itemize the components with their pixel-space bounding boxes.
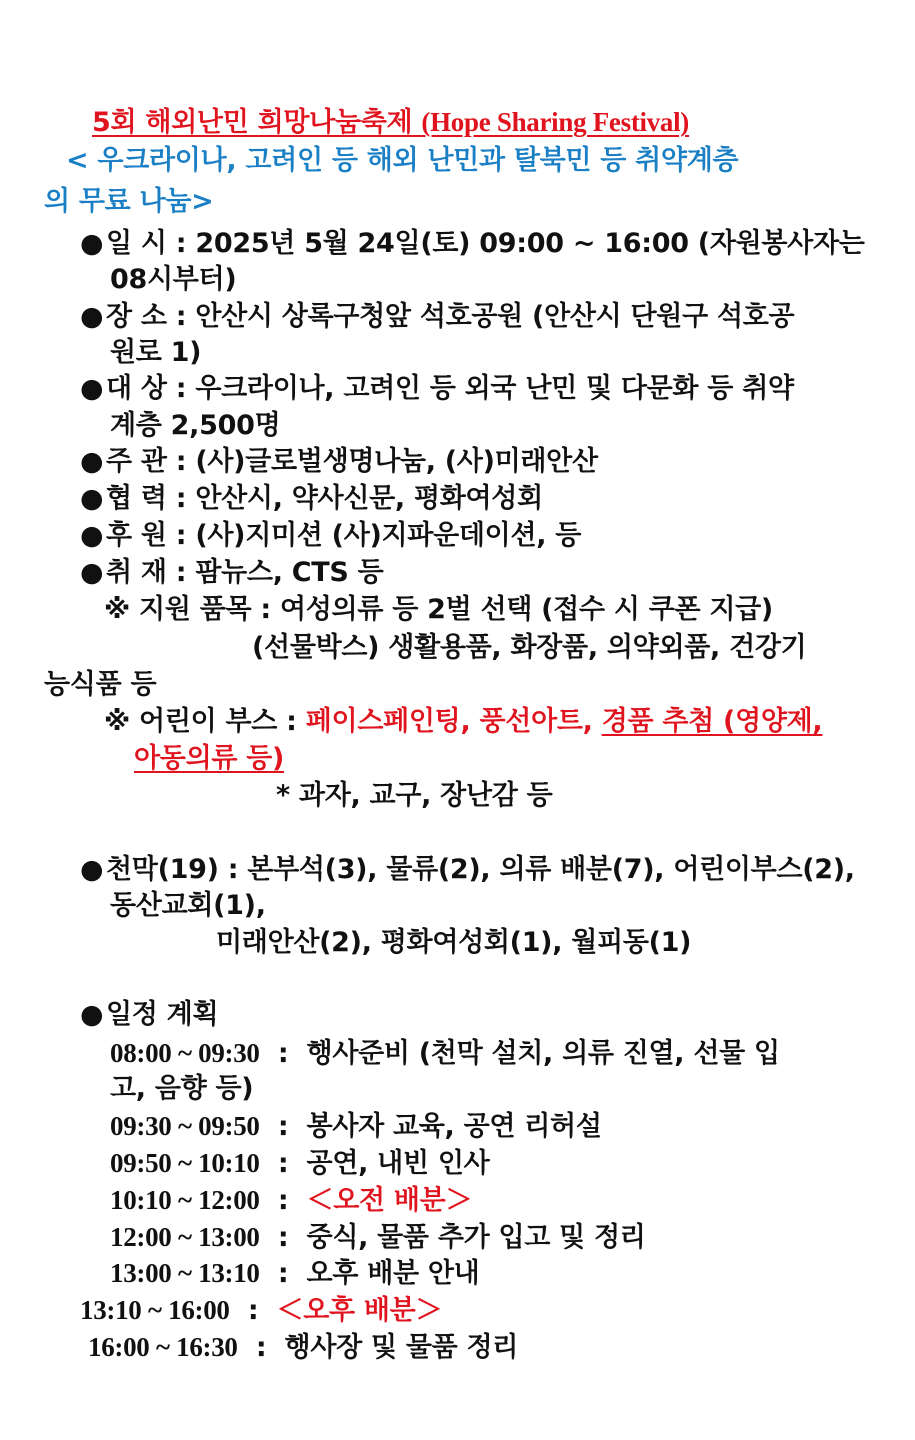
detail-venue-cont: 원로 1) [110, 337, 202, 368]
support-items-line-3: 능식품 등 [44, 669, 157, 700]
schedule-desc: 행사장 및 물품 정리 [284, 1332, 519, 1363]
schedule-row: 10:10 ~ 12:00 : ＜오전 배분＞ [110, 1185, 473, 1216]
schedule-time: 09:50 ~ 10:10 [110, 1148, 260, 1178]
schedule-desc-morning-distribution: ＜오전 배분＞ [306, 1185, 473, 1216]
kids-booth-line-2: 아동의류 등) [134, 743, 285, 774]
schedule-desc: 중식, 물품 추가 입고 및 정리 [306, 1222, 646, 1253]
title-korean: 5회 해외난민 희망나눔축제 [92, 107, 413, 138]
page-title [92, 104, 689, 141]
schedule-heading: ● 일정 계획 [80, 997, 218, 1033]
schedule-row: 09:30 ~ 09:50 : 봉사자 교육, 공연 리허설 [110, 1111, 602, 1142]
schedule-desc: 봉사자 교육, 공연 리허설 [306, 1111, 602, 1142]
bullet-icon: ● [80, 373, 104, 404]
schedule-time: 12:00 ~ 13:00 [110, 1222, 260, 1252]
detail-cooperation: ● 협 력 : 안산시, 약사신문, 평화여성회 [80, 481, 543, 517]
detail-venue: ● 장 소 : 안산시 상록구청앞 석호공원 (안산시 단원구 석호공 [80, 299, 794, 335]
detail-host: ● 주 관 : (사)글로벌생명나눔, (사)미래안산 [80, 444, 598, 480]
schedule-desc: 공연, 내빈 인사 [306, 1148, 490, 1179]
schedule-row: 09:50 ~ 10:10 : 공연, 내빈 인사 [110, 1148, 490, 1179]
kids-booth-prize: 경품 추첨 (영양제, [601, 706, 823, 737]
subtitle-line-1: < 우크라이나, 고려인 등 해외 난민과 탈북민 등 취약계층 [66, 145, 739, 176]
schedule-time: 16:00 ~ 16:30 [88, 1332, 238, 1362]
tents-line-3: 미래안산(2), 평화여성회(1), 월피동(1) [216, 927, 692, 958]
support-items-line-2: (선물박스) 생활용품, 화장품, 의약외품, 건강기 [252, 632, 807, 663]
schedule-row-cont: 고, 음향 등) [110, 1073, 254, 1104]
subtitle-line-2: 의 무료 나눔> [44, 186, 214, 217]
bullet-icon: ● [80, 446, 104, 477]
schedule-row: 08:00 ~ 09:30 : 행사준비 (천막 설치, 의류 진열, 선물 입 [110, 1038, 780, 1069]
kids-booth-line-3: * 과자, 교구, 장난감 등 [276, 780, 553, 811]
bullet-icon: ● [80, 483, 104, 514]
kids-booth-label: ※ 어린이 부스 : [104, 706, 306, 737]
schedule-time: 10:10 ~ 12:00 [110, 1185, 260, 1215]
bullet-icon: ● [80, 228, 104, 259]
detail-press: ● 취 재 : 팜뉴스, CTS 등 [80, 555, 383, 591]
bullet-icon: ● [80, 854, 104, 885]
detail-sponsor: ● 후 원 : (사)지미션 (사)지파운데이션, 등 [80, 518, 581, 554]
schedule-desc: 오후 배분 안내 [306, 1258, 480, 1289]
schedule-time: 13:10 ~ 16:00 [80, 1295, 230, 1325]
schedule-row: 13:00 ~ 13:10 : 오후 배분 안내 [110, 1258, 480, 1289]
schedule-desc-afternoon-distribution: ＜오후 배분＞ [276, 1295, 443, 1326]
support-items-line-1: ※ 지원 품목 : 여성의류 등 2벌 선택 (접수 시 쿠폰 지급) [104, 594, 773, 625]
detail-target-cont: 계층 2,500명 [110, 410, 281, 441]
bullet-icon: ● [80, 520, 104, 551]
bullet-icon: ● [80, 999, 104, 1030]
kids-booth [104, 704, 822, 740]
schedule-time: 08:00 ~ 09:30 [110, 1038, 260, 1068]
schedule-desc: 행사준비 (천막 설치, 의류 진열, 선물 입 [306, 1038, 780, 1069]
detail-date: ● 일 시 : 2025년 5월 24일(토) 09:00 ~ 16:00 (자원봉사자는 [80, 226, 865, 262]
bullet-icon: ● [80, 557, 104, 588]
schedule-row: 16:00 ~ 16:30 : 행사장 및 물품 정리 [88, 1332, 519, 1363]
tents: ● 천막(19) : 본부석(3), 물류(2), 의류 배분(7), 어린이부스(2), [80, 852, 855, 888]
schedule-row: 13:10 ~ 16:00 : ＜오후 배분＞ [80, 1295, 443, 1326]
schedule-time: 13:00 ~ 13:10 [110, 1258, 260, 1288]
schedule-time: 09:30 ~ 09:50 [110, 1111, 260, 1141]
detail-target: ● 대 상 : 우크라이나, 고려인 등 외국 난민 및 다문화 등 취약 [80, 371, 794, 407]
tents-line-2: 동산교회(1), [110, 890, 266, 921]
title-english: (Hope Sharing Festival) [421, 107, 690, 137]
detail-date-cont: 08시부터) [110, 264, 237, 295]
kids-booth-activities: 페이스페인팅, 풍선아트, [305, 706, 602, 737]
bullet-icon: ● [80, 301, 104, 332]
schedule-row: 12:00 ~ 13:00 : 중식, 물품 추가 입고 및 정리 [110, 1222, 646, 1253]
